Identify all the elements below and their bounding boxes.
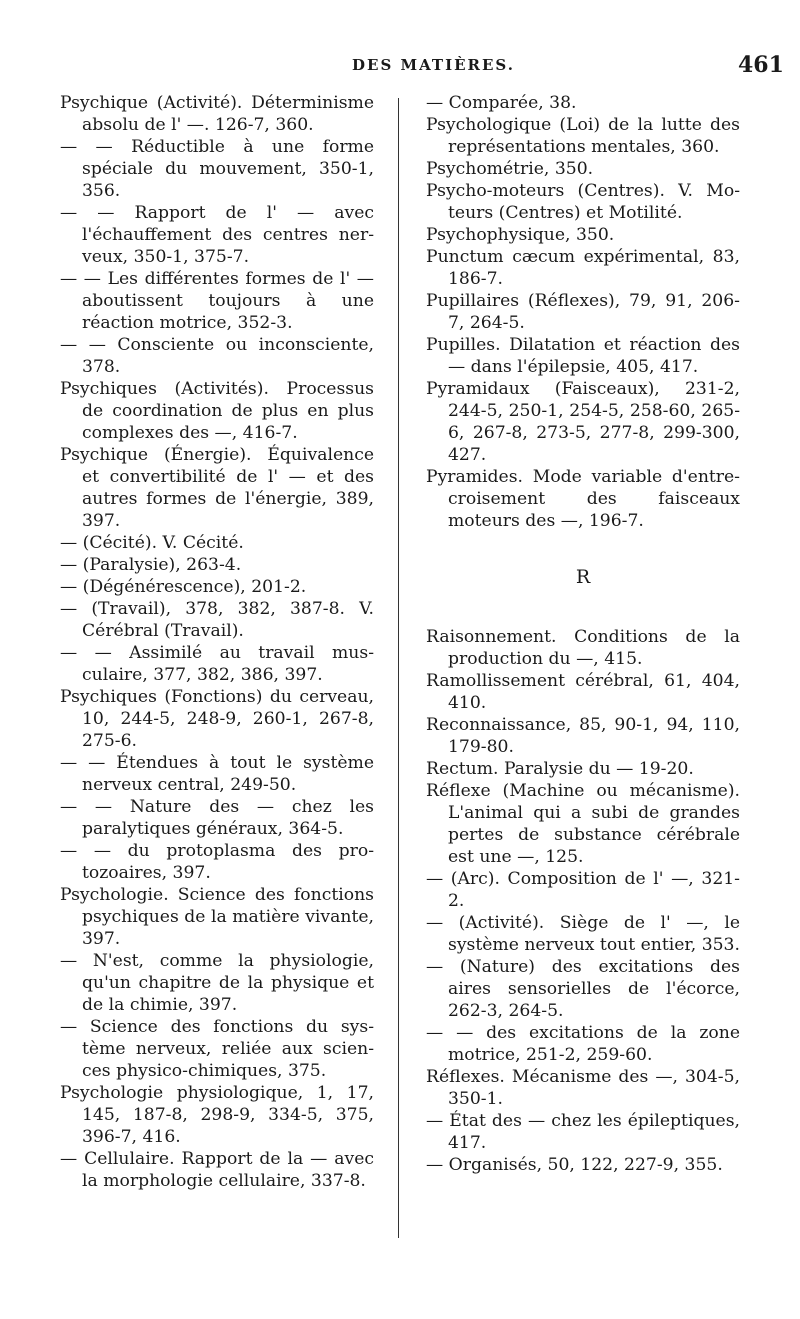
- index-entry: Psychologique (Loi) de la lutte des représentations mentales, 360.: [426, 115, 740, 157]
- index-entry: Raisonnement. Conditions de la production du —, 415.: [426, 627, 740, 669]
- index-entry: — (Dégénérescence), 201-2.: [60, 577, 307, 597]
- index-entry: Psychophysique, 350.: [426, 225, 615, 245]
- index-entry: — (Nature) des excitations des aires sensorielles de l'écorce, 262-3, 264-5.: [426, 957, 740, 1021]
- index-entry: Pupilles. Dilatation et réaction des — dans l'épilepsie, 405, 417.: [426, 335, 740, 377]
- index-entry: — — Nature des — chez les paralytiques généraux, 364-5.: [60, 797, 374, 839]
- index-entry: Psychologie physiologique, 1, 17, 145, 187-8, 298-9, 334-5, 375, 396-7, 416.: [60, 1083, 374, 1147]
- left-column: [60, 92, 374, 1192]
- index-entry: Ramollissement cérébral, 61, 404, 410.: [426, 671, 740, 713]
- index-entry: Reconnaissance, 85, 90-1, 94, 110, 179-80.: [426, 715, 740, 757]
- index-entry: — — Les différentes formes de l' — aboutissent toujours à une réaction motrice, 352-3.: [60, 269, 374, 333]
- index-entry: — Organisés, 50, 122, 227-9, 355.: [426, 1155, 723, 1175]
- section-letter: R: [575, 566, 591, 588]
- index-entry: — — du protoplasma des protozoaires, 397.: [60, 841, 374, 883]
- index-entry: — — Assimilé au travail musculaire, 377, 382, 386, 397.: [60, 643, 374, 685]
- index-entry: — État des — chez les épileptiques, 417.: [426, 1111, 740, 1153]
- index-entry: Rectum. Paralysie du — 19-20.: [426, 759, 694, 779]
- index-entry: Psycho-moteurs (Centres). V. Moteurs (Centres) et Motilité.: [426, 181, 740, 223]
- index-entry: Pyramides. Mode variable d'entre-croisement des faisceaux moteurs des —, 196-7.: [426, 467, 740, 531]
- right-column: [426, 92, 740, 1176]
- page-number: 461: [738, 52, 784, 78]
- index-entry: Punctum cæcum expérimental, 83, 186-7.: [426, 247, 740, 289]
- index-entry: — Cellulaire. Rapport de la — avec la morphologie cellulaire, 337-8.: [60, 1149, 374, 1191]
- index-entry: Psychologie. Science des fonctions psychiques de la matière vivante, 397.: [60, 885, 374, 949]
- index-entry: Psychique (Activité). Déterminisme absolu de l' —. 126-7, 360.: [60, 93, 374, 135]
- index-entry: — Comparée, 38.: [426, 93, 577, 113]
- index-entry: — — Consciente ou inconsciente, 378.: [60, 335, 374, 377]
- index-entry: Psychique (Énergie). Équivalence et convertibilité de l' — et des autres formes de l'énergie, 389, 397.: [60, 445, 374, 531]
- index-entry: Réflexe (Machine ou mécanisme). L'animal qui a subi de grandes pertes de substance cérébrale est une —, 125.: [426, 781, 740, 867]
- index-entry: — (Travail), 378, 382, 387-8. V. Cérébral (Travail).: [60, 599, 374, 641]
- index-entry: Psychométrie, 350.: [426, 159, 594, 179]
- index-entry: — (Paralysie), 263-4.: [60, 555, 242, 575]
- index-entry: — N'est, comme la physiologie, qu'un chapitre de la physique et de la chimie, 397.: [60, 951, 374, 1015]
- index-entry: — — des excitations de la zone motrice, 251-2, 259-60.: [426, 1023, 740, 1065]
- index-entry: — (Arc). Composition de l' —, 321-2.: [426, 869, 740, 911]
- index-entry: — Science des fonctions du système nerveux, reliée aux sciences physico-chimiques, 375.: [60, 1017, 374, 1081]
- index-entry: Pyramidaux (Faisceaux), 231-2, 244-5, 250-1, 254-5, 258-60, 265-6, 267-8, 273-5, 277-8, 299-300, 427.: [426, 379, 740, 465]
- index-entry: — — Rapport de l' — avec l'échauffement des centres nerveux, 350-1, 375-7.: [60, 203, 374, 267]
- index-entry: — — Réductible à une forme spéciale du mouvement, 350-1, 356.: [60, 137, 374, 201]
- running-title: DES MATIÈRES.: [352, 56, 515, 74]
- index-entry: — (Activité). Siège de l' —, le système nerveux tout entier, 353.: [426, 913, 740, 955]
- index-entry: — (Cécité). V. Cécité.: [60, 533, 244, 553]
- running-header: [0, 52, 800, 82]
- index-entry: Psychiques (Activités). Processus de coordination de plus en plus complexes des —, 416-7.: [60, 379, 374, 443]
- index-entry: Pupillaires (Réflexes), 79, 91, 206-7, 264-5.: [426, 291, 740, 333]
- index-entry: Réflexes. Mécanisme des —, 304-5, 350-1.: [426, 1067, 740, 1109]
- index-entry: Psychiques (Fonctions) du cerveau, 10, 244-5, 248-9, 260-1, 267-8, 275-6.: [60, 687, 374, 751]
- column-divider: [398, 98, 399, 1238]
- index-entry: — — Étendues à tout le système nerveux central, 249-50.: [60, 753, 374, 795]
